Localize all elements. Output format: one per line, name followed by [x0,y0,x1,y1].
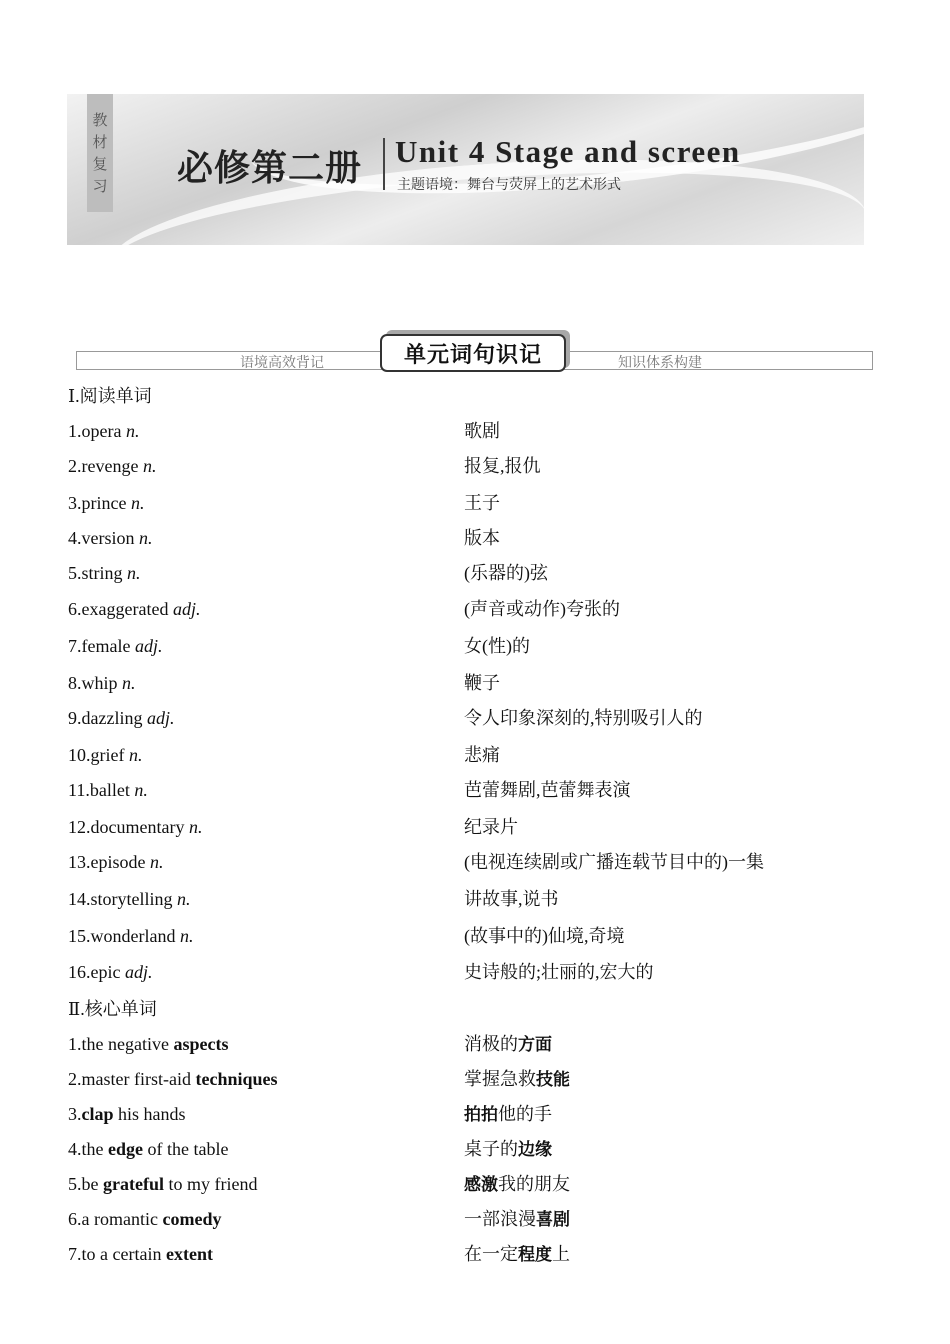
item-number: 6. [68,1209,82,1229]
key-word: aspects [173,1034,229,1054]
meaning-pre: 一部浪漫 [464,1209,536,1229]
phrase-meaning [464,1137,552,1162]
item-number: 8. [68,673,82,693]
phrase-pre: the negative [81,1034,174,1054]
word-entry [68,491,144,515]
word-meaning: (电视连续剧或广播连载节目中的)一集 [464,852,764,872]
side-tag-char: 习 [92,177,108,195]
core-phrase-row [68,1207,928,1231]
side-tag-char: 教 [92,111,108,129]
item-number: 5. [68,563,82,583]
word-meaning: 版本 [464,528,500,548]
key-word: grateful [103,1174,164,1194]
part-of-speech: n. [134,780,148,800]
reading-word-row [68,850,928,874]
key-word: comedy [162,1209,222,1229]
key-meaning: 程度 [518,1245,552,1265]
word: storytelling [90,889,173,909]
word: documentary [90,817,185,837]
phrase [68,1067,277,1091]
reading-word-row [68,924,928,948]
word: version [81,528,135,548]
reading-word-row [68,634,928,658]
item-number: 9. [68,708,82,728]
word-entry [68,671,136,695]
word-meaning: 讲故事,说书 [464,889,559,909]
word-entry [68,960,153,984]
phrase-post: his hands [113,1104,186,1124]
word: dazzling [81,708,143,728]
word-entry [68,419,139,443]
word: grief [90,745,125,765]
unit-banner [67,94,864,245]
phrase-meaning [464,1067,570,1092]
item-number: 11. [68,780,90,800]
part-of-speech: n. [130,493,145,513]
part-of-speech: n. [122,673,136,693]
phrase-pre: to a certain [81,1244,166,1264]
item-number: 7. [68,1244,82,1264]
item-number: 4. [68,528,82,548]
title-divider [383,138,385,190]
word-meaning: 史诗般的;壮丽的,宏大的 [464,962,654,982]
section-title: 单元词句识记 [380,334,566,372]
key-meaning: 感激 [464,1175,498,1195]
core-phrase-row [68,1242,928,1266]
word-meaning: (乐器的)弦 [464,563,548,583]
meaning-pre: 掌握急救 [464,1069,536,1089]
phrase-pre: a romantic [81,1209,163,1229]
word-entry [68,778,148,802]
item-number: 4. [68,1139,82,1159]
item-number: 1. [68,421,82,441]
item-number: 5. [68,1174,82,1194]
word-entry [68,887,191,911]
word-entry [68,634,162,658]
phrase-pre: be [81,1174,103,1194]
reading-word-row [68,887,928,911]
word-meaning: 悲痛 [464,745,500,765]
key-word: edge [108,1139,143,1159]
unit-theme: 主题语境：舞台与荧屏上的艺术形式 [397,177,621,193]
part-of-speech: adj. [146,708,175,728]
core-phrase-row [68,1102,928,1126]
phrase-post: of the table [143,1139,229,1159]
reading-word-row [68,815,928,839]
phrase-pre: the [81,1139,108,1159]
key-meaning: 拍拍 [464,1105,498,1125]
unit-title: Unit 4 Stage and screen [395,134,741,169]
reading-word-row [68,743,928,767]
reading-words-heading: Ⅰ.阅读单词 [68,386,152,406]
word-entry [68,597,200,621]
core-phrase-row [68,1172,928,1196]
word: string [81,563,123,583]
word-meaning: (故事中的)仙境,奇境 [464,926,625,946]
phrase [68,1242,213,1266]
word-entry [68,561,141,585]
part-of-speech: n. [139,528,153,548]
part-of-speech: n. [125,421,140,441]
reading-word-row [68,778,928,802]
phrase [68,1032,228,1056]
word-entry [68,526,153,550]
item-number: 12. [68,817,91,837]
item-number: 2. [68,456,82,476]
reading-word-row [68,419,928,443]
phrase [68,1207,221,1231]
part-of-speech: n. [127,563,141,583]
phrase [68,1102,186,1126]
word-meaning: 歌剧 [464,421,500,441]
word-entry [68,850,163,874]
part-of-speech: adj. [124,962,153,982]
item-number: 16. [68,962,91,982]
word: revenge [81,456,139,476]
reading-word-row [68,561,928,585]
word-entry [68,743,142,767]
word-entry [68,454,156,478]
item-number: 14. [68,889,91,909]
key-word: techniques [195,1069,278,1089]
meaning-post: 我的朋友 [498,1174,570,1194]
core-phrase-row [68,1032,928,1056]
word-entry [68,706,175,730]
word-meaning: 芭蕾舞剧,芭蕾舞表演 [464,780,631,800]
word-meaning: 鞭子 [464,673,500,693]
meaning-post: 上 [552,1244,570,1264]
word-meaning: 纪录片 [464,817,518,837]
textbook-review-tag [87,94,113,212]
word-meaning: 王子 [464,493,500,513]
meaning-pre: 在一定 [464,1244,518,1264]
word-meaning: 女(性)的 [464,636,530,656]
key-meaning: 边缘 [518,1140,552,1160]
word: prince [81,493,127,513]
key-meaning: 方面 [518,1035,552,1055]
part-of-speech: n. [142,456,157,476]
item-number: 13. [68,852,91,872]
phrase-meaning [464,1172,570,1197]
key-word: clap [81,1104,114,1124]
key-word: extent [165,1244,213,1264]
word-meaning: 令人印象深刻的,特别吸引人的 [464,708,703,728]
part-of-speech: adj. [134,636,163,656]
item-number: 3. [68,493,82,513]
core-phrase-row [68,1067,928,1091]
reading-word-row [68,491,928,515]
part-of-speech: n. [149,852,164,872]
phrase-meaning [464,1032,552,1057]
word: exaggerated [81,599,169,619]
side-tag-char: 材 [92,133,108,151]
reading-word-row [68,597,928,621]
core-phrase-row [68,1137,928,1161]
word: female [81,636,131,656]
meaning-post: 他的手 [498,1104,552,1124]
item-number: 7. [68,636,82,656]
item-number: 10. [68,745,91,765]
word-entry [68,815,202,839]
phrase-meaning [464,1207,570,1232]
item-number: 6. [68,599,82,619]
phrase-meaning [464,1102,552,1127]
phrase-meaning [464,1242,570,1267]
item-number: 15. [68,926,91,946]
section-right-label: 知识体系构建 [618,356,702,371]
item-number: 1. [68,1034,82,1054]
section-left-label: 语境高效背记 [240,356,324,371]
part-of-speech: n. [177,889,191,909]
meaning-pre: 消极的 [464,1034,518,1054]
part-of-speech: n. [188,817,203,837]
core-words-heading: Ⅱ.核心单词 [68,999,157,1019]
reading-word-row [68,671,928,695]
phrase [68,1137,228,1161]
part-of-speech: n. [128,745,143,765]
word-meaning: (声音或动作)夸张的 [464,599,620,619]
word: ballet [89,780,130,800]
word: wonderland [90,926,176,946]
key-meaning: 喜剧 [536,1210,570,1230]
word: epic [90,962,121,982]
side-tag-char: 复 [92,155,108,173]
word: whip [81,673,118,693]
part-of-speech: n. [179,926,194,946]
book-title: 必修第二册 [177,148,363,189]
reading-word-row [68,526,928,550]
phrase [68,1172,257,1196]
meaning-pre: 桌子的 [464,1139,518,1159]
reading-word-row [68,960,928,984]
item-number: 3. [68,1104,82,1124]
phrase-post: to my friend [163,1174,258,1194]
word: opera [81,421,122,441]
phrase-pre: master first-aid [81,1069,196,1089]
reading-word-row [68,454,928,478]
word-meaning: 报复,报仇 [464,456,541,476]
word: episode [90,852,146,872]
reading-word-row [68,706,928,730]
item-number: 2. [68,1069,82,1089]
word-entry [68,924,193,948]
key-meaning: 技能 [536,1070,570,1090]
part-of-speech: adj. [172,599,201,619]
